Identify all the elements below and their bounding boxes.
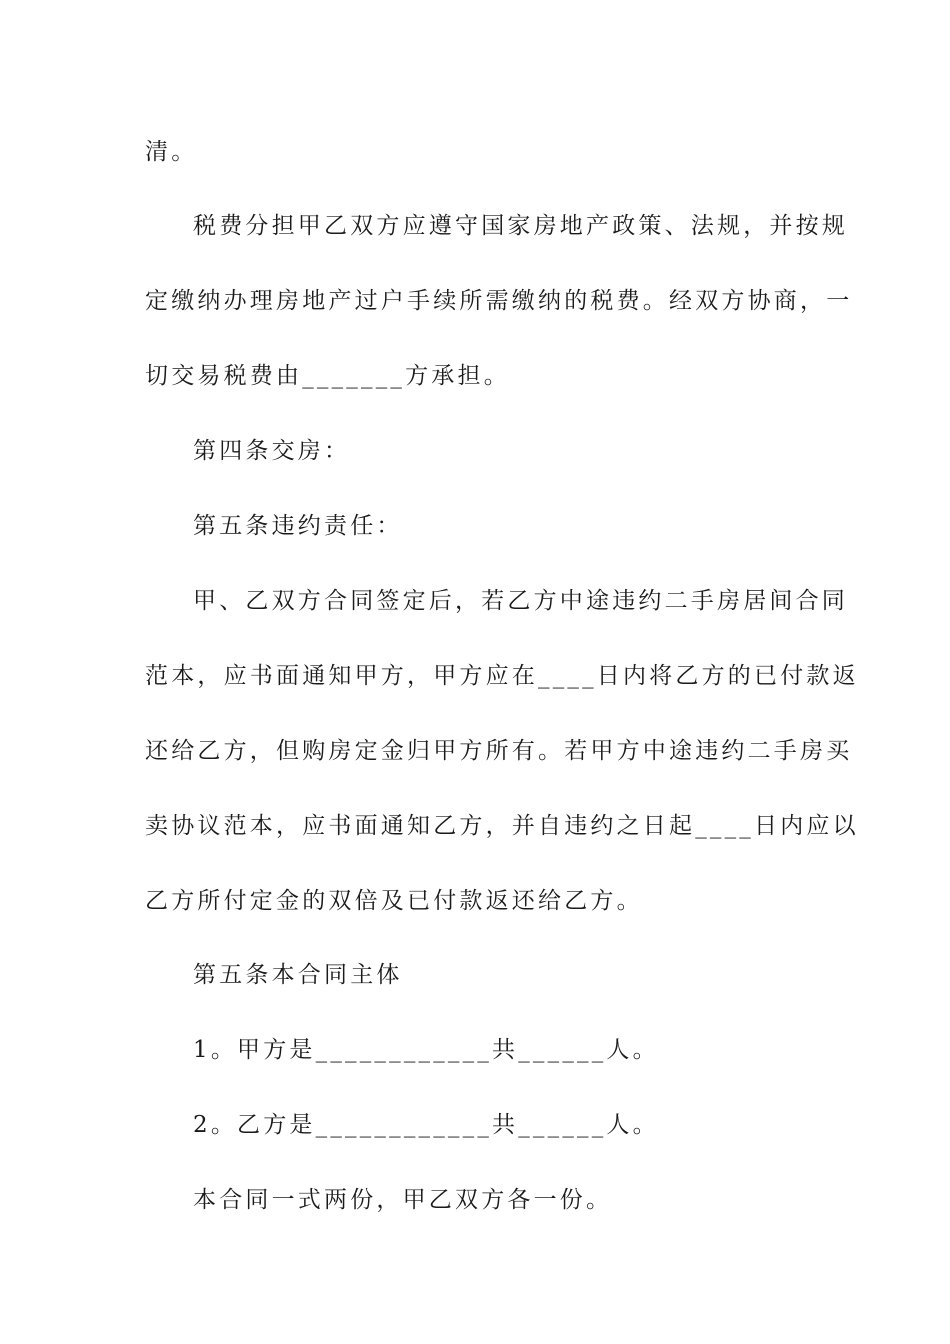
paragraph-line: 还给乙方，但购房定金归甲方所有。若甲方中途违约二手房买 xyxy=(145,738,853,764)
party-a-line: 1。甲方是____________共______人。 xyxy=(193,1037,659,1063)
paragraph-line: 乙方所付定金的双倍及已付款返还给乙方。 xyxy=(145,888,643,914)
paragraph-line: 卖协议范本，应书面通知乙方，并自违约之日起____日内应以 xyxy=(145,813,859,839)
paragraph-line: 切交易税费由_______方承担。 xyxy=(145,363,510,389)
paragraph-line: 清。 xyxy=(145,139,198,165)
party-b-line: 2。乙方是____________共______人。 xyxy=(193,1112,659,1138)
section-heading: 第五条违约责任： xyxy=(193,513,403,539)
section-heading: 第四条交房： xyxy=(193,438,351,464)
paragraph-line: 税费分担甲乙双方应遵守国家房地产政策、法规，并按规 xyxy=(193,213,848,239)
paragraph-line: 定缴纳办理房地产过户手续所需缴纳的税费。经双方协商，一 xyxy=(145,288,853,314)
paragraph-line: 本合同一式两份，甲乙双方各一份。 xyxy=(193,1187,613,1213)
section-heading: 第五条本合同主体 xyxy=(193,962,403,988)
paragraph-line: 甲、乙双方合同签定后，若乙方中途违约二手房居间合同 xyxy=(193,588,848,614)
paragraph-line: 范本，应书面通知甲方，甲方应在____日内将乙方的已付款返 xyxy=(145,663,859,689)
